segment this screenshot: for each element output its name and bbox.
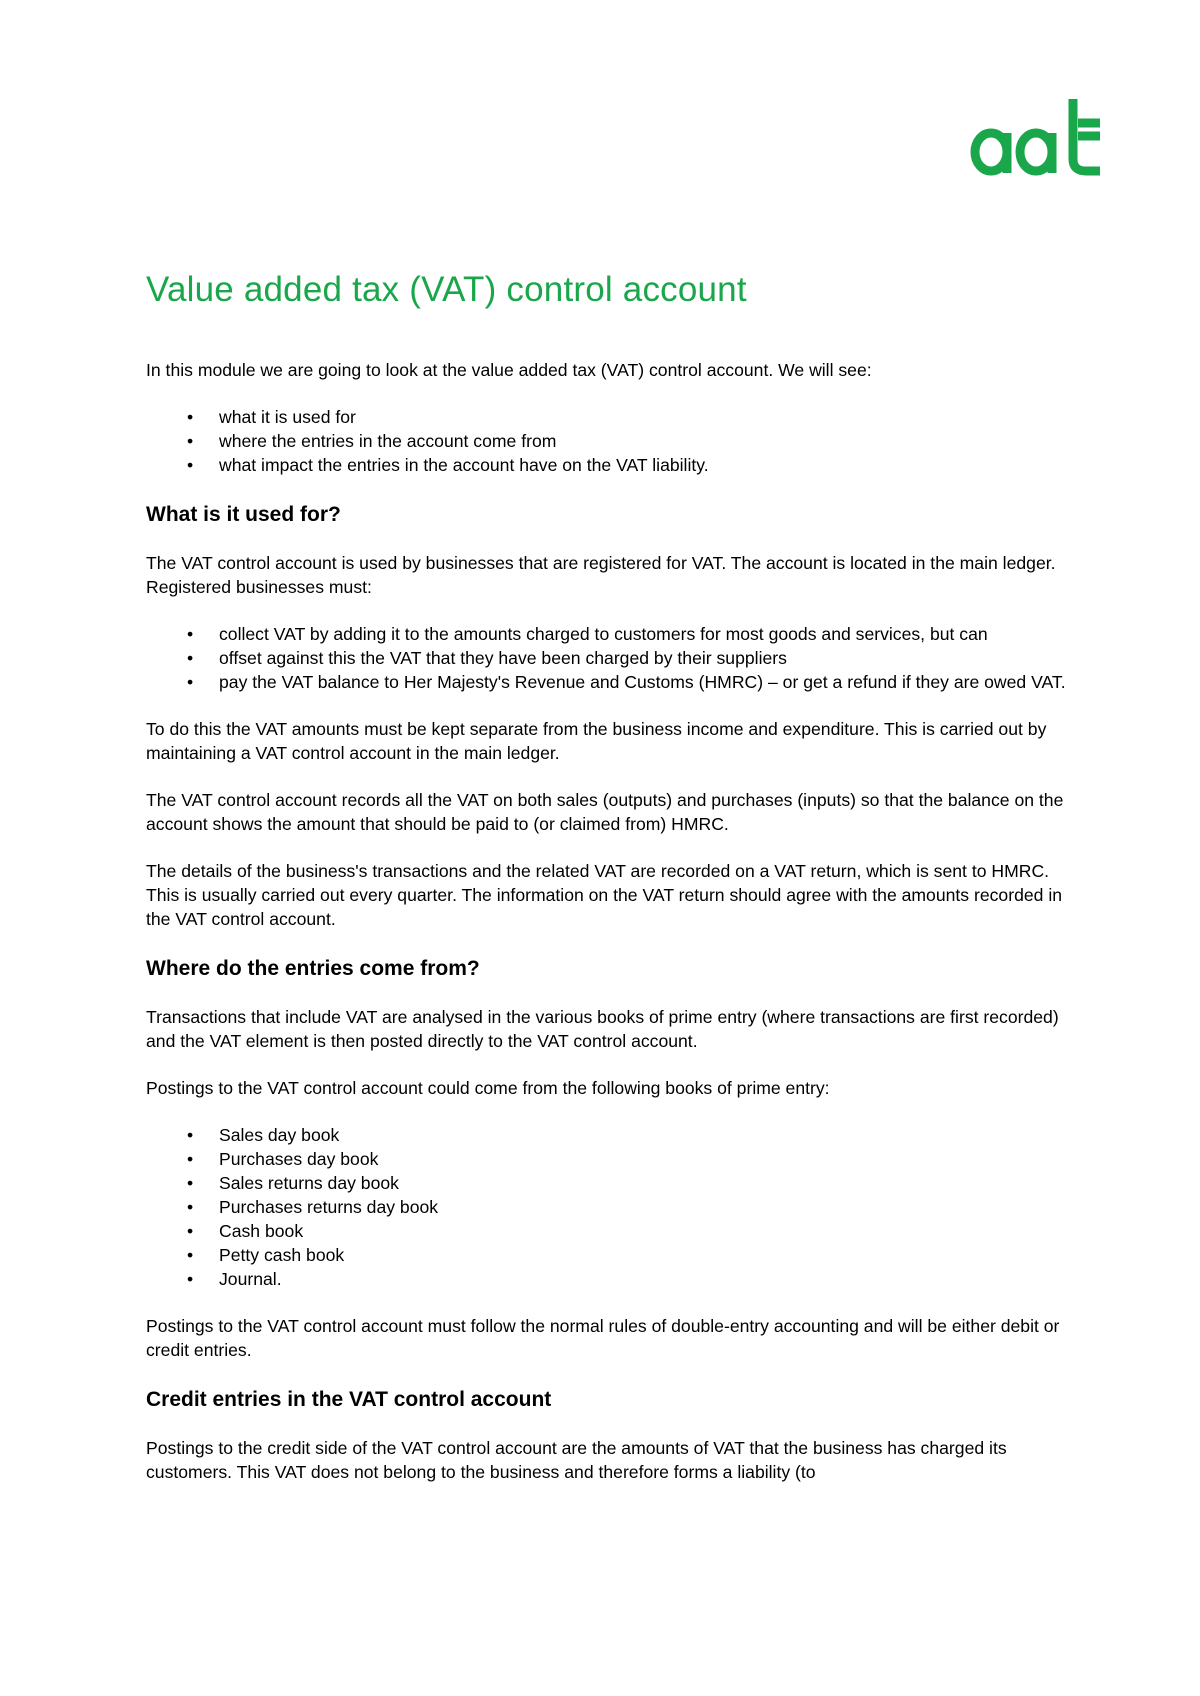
paragraph: Transactions that include VAT are analysed in the various books of prime entry (where transactions are first recorded) and the VAT element is then posted directly to the VAT control account. <box>146 1007 1059 1051</box>
list-item: • offset against this the VAT that they have been charged by their suppliers <box>187 648 787 668</box>
bullet-icon: • <box>187 624 194 644</box>
bullet-icon: • <box>187 1269 194 1289</box>
section-heading-what-is-it-used-for: What is it used for? <box>146 503 341 526</box>
bullet-icon: • <box>187 431 194 451</box>
bullet-icon: • <box>187 1245 194 1265</box>
list-item: • where the entries in the account come from <box>187 431 557 451</box>
list-item: • pay the VAT balance to Her Majesty's Revenue and Customs (HMRC) – or get a refund if they are owed VAT. <box>187 672 1066 692</box>
bullet-icon: • <box>187 1125 194 1145</box>
list-item: • Cash book <box>187 1221 304 1241</box>
paragraph: The details of the business's transactions and the related VAT are recorded on a VAT return, which is sent to HMRC. This is usually carried out every quarter. The information on the VAT return should agree with the amounts recorded in the VAT control account. <box>146 861 1063 929</box>
bullet-icon: • <box>187 1149 194 1169</box>
list-item: • what impact the entries in the account have on the VAT liability. <box>187 455 709 475</box>
list-item: • Purchases returns day book <box>187 1197 439 1217</box>
list-item: • Petty cash book <box>187 1245 345 1265</box>
list-item: • Purchases day book <box>187 1149 379 1169</box>
bullet-icon: • <box>187 455 194 475</box>
registered-businesses-bullet-list <box>146 622 1076 694</box>
bullet-icon: • <box>187 407 194 427</box>
document-body <box>146 268 1076 1484</box>
bullet-icon: • <box>187 672 194 692</box>
bullet-icon: • <box>187 648 194 668</box>
section-heading-credit-entries: Credit entries in the VAT control account <box>146 1388 552 1411</box>
books-of-prime-entry-list <box>146 1123 1076 1291</box>
section-heading-where-do-entries-come-from: Where do the entries come from? <box>146 957 480 980</box>
aat-logo <box>970 95 1110 185</box>
paragraph: Postings to the VAT control account must follow the normal rules of double-entry accounting and will be either debit or credit entries. <box>146 1316 1060 1360</box>
list-item: • collect VAT by adding it to the amounts charged to customers for most goods and services, but can <box>187 624 988 644</box>
list-item: • what it is used for <box>187 407 356 427</box>
intro-bullet-list <box>146 405 1076 477</box>
bullet-icon: • <box>187 1173 194 1193</box>
bullet-icon: • <box>187 1197 194 1217</box>
paragraph: The VAT control account is used by businesses that are registered for VAT. The account is located in the main ledger. Registered businesses must: <box>146 553 1056 597</box>
list-item: • Sales returns day book <box>187 1173 399 1193</box>
list-item: • Sales day book <box>187 1125 340 1145</box>
paragraph: To do this the VAT amounts must be kept separate from the business income and expenditure. This is carried out by maintaining a VAT control account in the main ledger. <box>146 719 1047 763</box>
paragraph: The VAT control account records all the VAT on both sales (outputs) and purchases (inputs) so that the balance on the account shows the amount that should be paid to (or claimed from) HMRC. <box>146 790 1064 834</box>
paragraph: Postings to the VAT control account could come from the following books of prime entry: <box>146 1078 830 1098</box>
bullet-icon: • <box>187 1221 194 1241</box>
intro-paragraph: In this module we are going to look at the value added tax (VAT) control account. We will see: <box>146 360 872 380</box>
list-item: • Journal. <box>187 1269 282 1289</box>
page-title: Value added tax (VAT) control account <box>146 270 747 309</box>
paragraph: Postings to the credit side of the VAT control account are the amounts of VAT that the business has charged its customers. This VAT does not belong to the business and therefore forms a liability (to <box>146 1438 1007 1482</box>
